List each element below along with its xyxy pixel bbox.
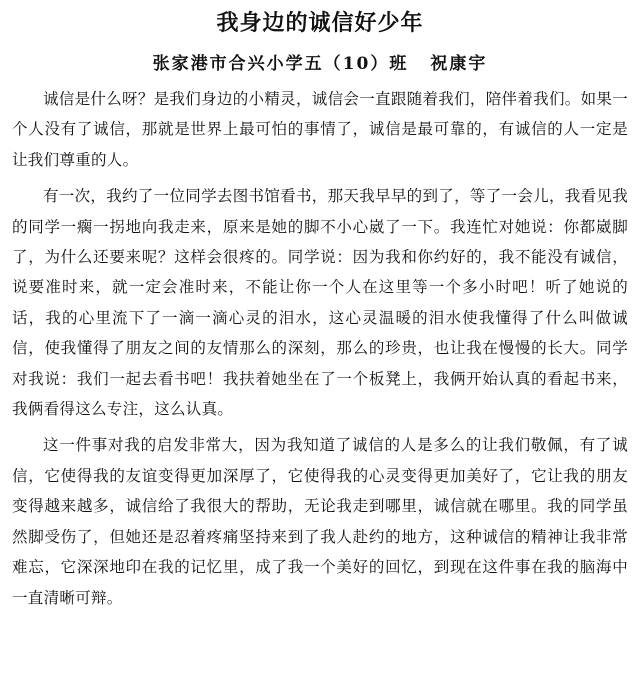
paragraph-1: 诚信是什么呀？是我们身边的小精灵，诚信会一直跟随着我们，陪伴着我们。如果一个人没有了诚信，那就是世界上最可怕的事情了，诚信是最可靠的，有诚信的人一定是让我们尊重的人。 — [12, 90, 628, 169]
paragraph-2: 有一次，我约了一位同学去图书馆看书，那天我早早的到了，等了一会儿，我看见我的同学一瘸一拐地向我走来，原来是她的脚不小心崴了一下。我连忙对她说：你都崴脚了，为什么还要来呢？这样会很疼的。同学说：因为我和你约好的，我不能没有诚信，说要准时来，就一定会准时来，不能让你一个人在这里等一个多小时吧！听了她说的话，我的心里流下了一滴一滴心灵的泪水，这心灵温暖的泪水使我懂得了什么叫做诚信，使我懂得了朋友之间的友情那么的深刻，那么的珍贵，也让我在慢慢的长大。同学对我说：我们一起去看书吧！我扶着她坐在了一个板凳上，我俩开始认真的看起书来，我俩看得这么专注，这么认真。 — [12, 187, 628, 419]
paragraph-3: 这一件事对我的启发非常大，因为我知道了诚信的人是多么的让我们敬佩，有了诚信，它使得我的友谊变得更加深厚了，它使得我的心灵变得更加美好了，它让我的朋友变得越来越多，诚信给了我很大的帮助，无论我走到哪里，诚信就在哪里。我的同学虽然脚受伤了，但她还是忍着疼痛坚持来到了我人赴约的地方，这种诚信的精神让我非常难忘，它深深地印在我的记忆里，成了我一个美好的回忆，到现在这件事在我的脑海中一直清晰可辩。 — [12, 436, 628, 607]
author-name: 祝康宇 — [430, 54, 488, 74]
school-class: 张家港市合兴小学五（10）班 — [152, 54, 409, 74]
byline — [12, 52, 628, 76]
article-title: 我身边的诚信好少年 — [216, 10, 424, 36]
